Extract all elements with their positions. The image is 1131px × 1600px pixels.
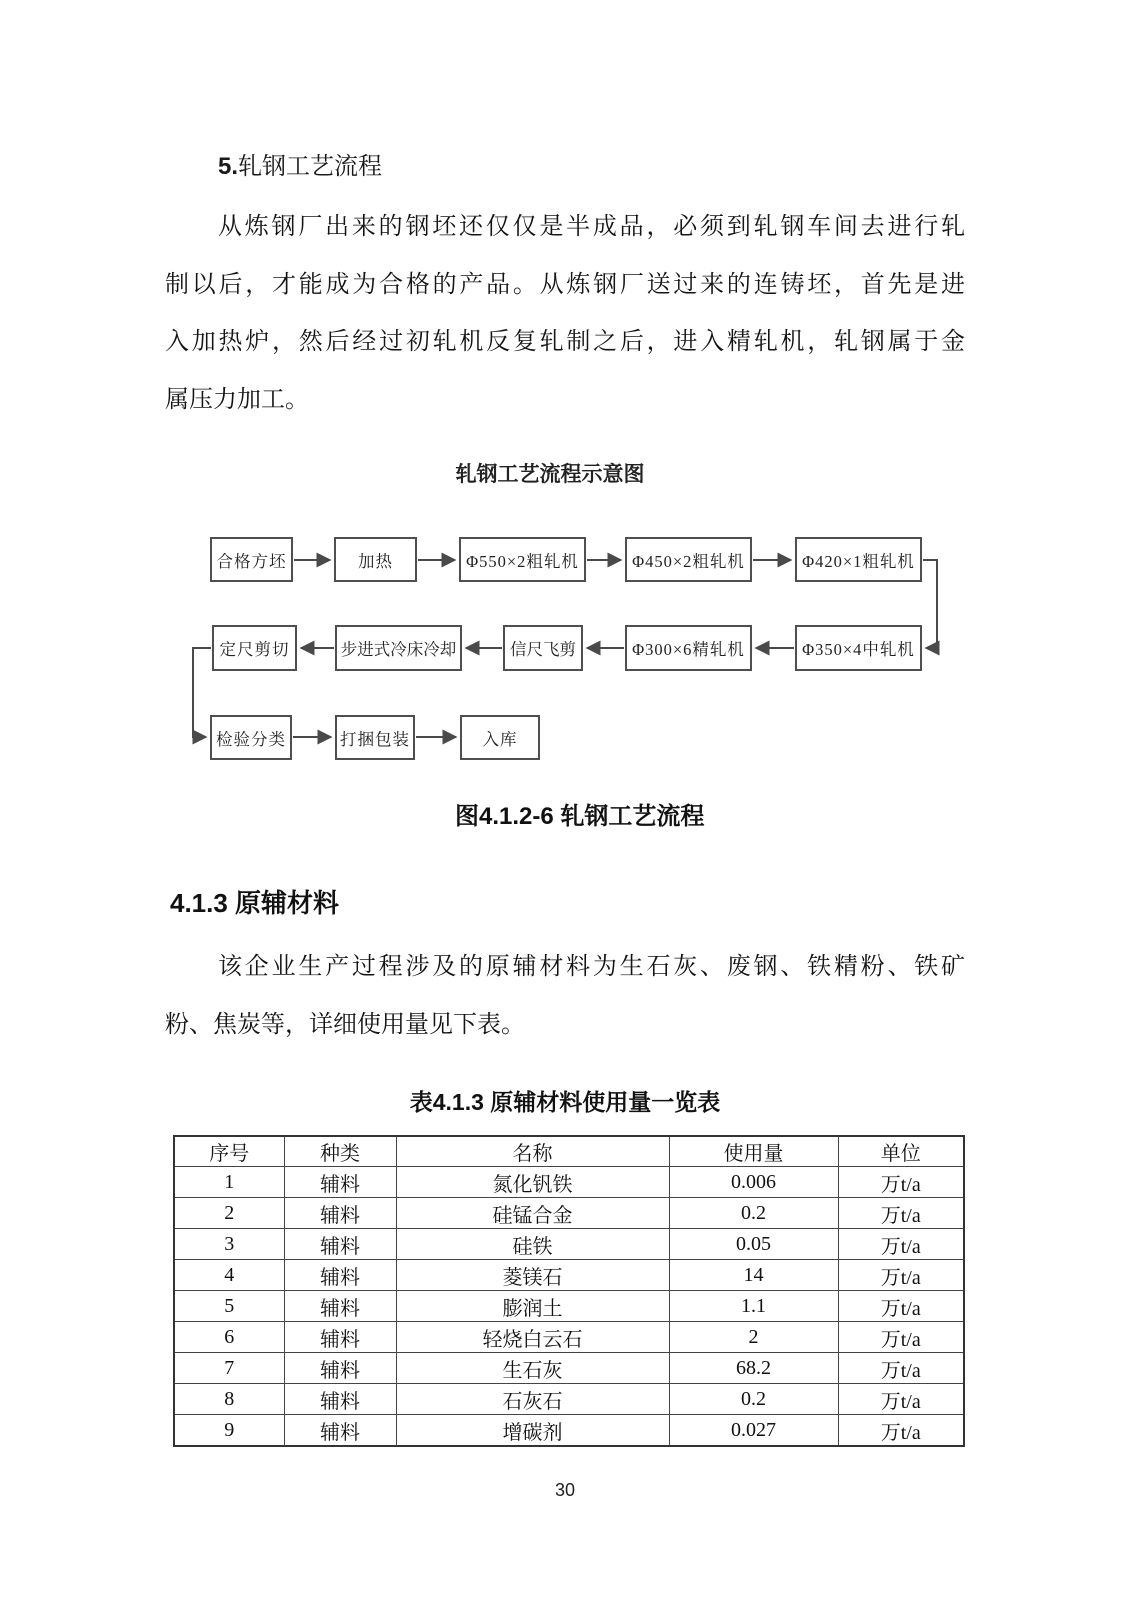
cell-index: 9 bbox=[174, 1415, 284, 1447]
cell-index: 7 bbox=[174, 1353, 284, 1384]
flow-box-heating: 加热 bbox=[334, 537, 417, 582]
cell-unit: 万t/a bbox=[838, 1415, 964, 1447]
cell-unit: 万t/a bbox=[838, 1353, 964, 1384]
cell-category: 辅料 bbox=[284, 1198, 396, 1229]
flow-box-inspection: 检验分类 bbox=[210, 715, 292, 760]
cell-category: 辅料 bbox=[284, 1260, 396, 1291]
flow-box-cooling-bed: 步进式冷床冷却 bbox=[335, 625, 462, 671]
paragraph-line: 属压力加工。 bbox=[165, 386, 309, 413]
flow-box-warehousing: 入库 bbox=[460, 715, 540, 760]
paragraph-line: 从炼钢厂出来的钢坯还仅仅是半成品，必须到轧钢车间去进行轧 bbox=[218, 214, 965, 240]
cell-index: 3 bbox=[174, 1229, 284, 1260]
table-row bbox=[174, 1353, 964, 1384]
paragraph-line: 制以后，才能成为合格的产品。从炼钢厂送过来的连铸坯，首先是进 bbox=[165, 271, 965, 298]
flow-box-finishing-mill-300: Φ300×6精轧机 bbox=[625, 625, 752, 671]
section-heading-materials: 4.1.3 原辅材料 bbox=[170, 888, 340, 918]
cell-name: 硅锰合金 bbox=[396, 1198, 669, 1229]
col-header-category: 种类 bbox=[284, 1136, 396, 1167]
cell-unit: 万t/a bbox=[838, 1322, 964, 1353]
paragraph-line: 粉、焦炭等，详细使用量见下表。 bbox=[165, 1011, 525, 1038]
cell-category: 辅料 bbox=[284, 1384, 396, 1415]
cell-unit: 万t/a bbox=[838, 1260, 964, 1291]
flow-box-bundling: 打捆包装 bbox=[335, 715, 415, 760]
materials-table bbox=[173, 1135, 965, 1447]
col-header-name: 名称 bbox=[396, 1136, 669, 1167]
cell-usage: 0.027 bbox=[669, 1415, 838, 1447]
heading-text: 轧钢工艺流程 bbox=[238, 154, 383, 180]
cell-index: 5 bbox=[174, 1291, 284, 1322]
page-number: 30 bbox=[554, 1480, 576, 1500]
cell-name: 增碳剂 bbox=[396, 1415, 669, 1447]
cell-name: 生石灰 bbox=[396, 1353, 669, 1384]
cell-index: 8 bbox=[174, 1384, 284, 1415]
heading-number: 5. bbox=[218, 153, 239, 180]
cell-name: 硅铁 bbox=[396, 1229, 669, 1260]
table-row bbox=[174, 1198, 964, 1229]
cell-name: 石灰石 bbox=[396, 1384, 669, 1415]
flow-box-intermediate-mill-350: Φ350×4中轧机 bbox=[795, 625, 922, 671]
cell-category: 辅料 bbox=[284, 1229, 396, 1260]
cell-usage: 1.1 bbox=[669, 1291, 838, 1322]
table-row bbox=[174, 1384, 964, 1415]
cell-usage: 0.2 bbox=[669, 1198, 838, 1229]
cell-usage: 0.05 bbox=[669, 1229, 838, 1260]
cell-category: 辅料 bbox=[284, 1167, 396, 1198]
cell-index: 1 bbox=[174, 1167, 284, 1198]
table-row bbox=[174, 1260, 964, 1291]
cell-unit: 万t/a bbox=[838, 1198, 964, 1229]
col-header-index: 序号 bbox=[174, 1136, 284, 1167]
cell-unit: 万t/a bbox=[838, 1167, 964, 1198]
flow-box-flying-shear: 信尺飞剪 bbox=[503, 625, 583, 671]
cell-usage: 0.006 bbox=[669, 1167, 838, 1198]
cell-category: 辅料 bbox=[284, 1291, 396, 1322]
table-row bbox=[174, 1167, 964, 1198]
table-header-row bbox=[174, 1136, 964, 1167]
paragraph-line: 入加热炉，然后经过初轧机反复轧制之后，进入精轧机，轧钢属于金 bbox=[165, 329, 965, 355]
cell-index: 4 bbox=[174, 1260, 284, 1291]
flow-box-fixed-length-shear: 定尺剪切 bbox=[212, 625, 297, 671]
heading-rolling-process bbox=[218, 150, 382, 184]
cell-index: 6 bbox=[174, 1322, 284, 1353]
flow-box-rough-mill-550: Φ550×2粗轧机 bbox=[459, 537, 586, 582]
cell-usage: 2 bbox=[669, 1322, 838, 1353]
flowchart-title: 轧钢工艺流程示意图 bbox=[455, 463, 645, 486]
table-row bbox=[174, 1291, 964, 1322]
cell-category: 辅料 bbox=[284, 1353, 396, 1384]
cell-unit: 万t/a bbox=[838, 1229, 964, 1260]
cell-index: 2 bbox=[174, 1198, 284, 1229]
figure-caption: 图4.1.2-6 轧钢工艺流程 bbox=[455, 803, 705, 830]
cell-category: 辅料 bbox=[284, 1322, 396, 1353]
cell-usage: 68.2 bbox=[669, 1353, 838, 1384]
cell-name: 菱镁石 bbox=[396, 1260, 669, 1291]
col-header-unit: 单位 bbox=[838, 1136, 964, 1167]
cell-name: 轻烧白云石 bbox=[396, 1322, 669, 1353]
table-caption: 表4.1.3 原辅材料使用量一览表 bbox=[409, 1089, 721, 1115]
col-header-usage: 使用量 bbox=[669, 1136, 838, 1167]
flow-box-rough-mill-420: Φ420×1粗轧机 bbox=[795, 537, 922, 582]
cell-name: 膨润土 bbox=[396, 1291, 669, 1322]
table-row bbox=[174, 1415, 964, 1447]
table-row bbox=[174, 1229, 964, 1260]
paragraph-materials-intro bbox=[165, 939, 965, 1054]
paragraph-line: 该企业生产过程涉及的原辅材料为生石灰、废钢、铁精粉、铁矿 bbox=[218, 954, 965, 980]
table-row bbox=[174, 1322, 964, 1353]
cell-category: 辅料 bbox=[284, 1415, 396, 1447]
cell-usage: 14 bbox=[669, 1260, 838, 1291]
cell-name: 氮化钒铁 bbox=[396, 1167, 669, 1198]
flow-box-qualified-billet: 合格方坯 bbox=[210, 537, 293, 582]
cell-unit: 万t/a bbox=[838, 1291, 964, 1322]
cell-unit: 万t/a bbox=[838, 1384, 964, 1415]
flow-box-rough-mill-450: Φ450×2粗轧机 bbox=[625, 537, 752, 582]
paragraph-rolling-intro bbox=[165, 199, 965, 429]
cell-usage: 0.2 bbox=[669, 1384, 838, 1415]
